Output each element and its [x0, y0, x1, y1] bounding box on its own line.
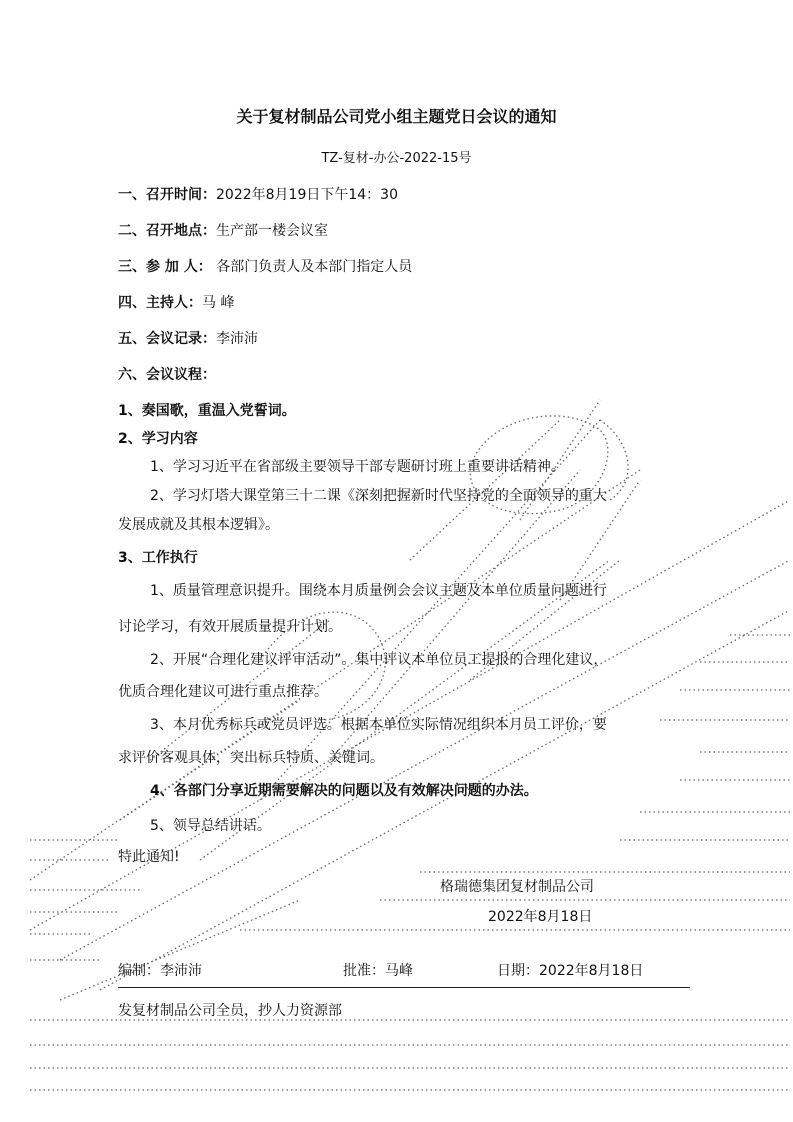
approver-name: 马峰 [385, 963, 413, 979]
editor-label: 编制： [118, 963, 160, 979]
item-value: 各部门负责人及本部门指定人员 [211, 259, 413, 275]
closing-text: 特此通知! [118, 849, 180, 865]
agenda-section-2: 2、学习内容 [118, 431, 198, 447]
footer-rule [118, 987, 690, 988]
editor-name: 李沛沛 [160, 963, 202, 979]
item-value: 李沛沛 [216, 331, 258, 347]
item-meeting-time [118, 186, 398, 204]
item-label: 四、主持人： [118, 295, 202, 311]
item-host [118, 294, 234, 312]
agenda-section-3: 3、工作执行 [118, 550, 198, 566]
agenda-2-2-line1: 2、学习灯塔大课堂第三十二课《深刻把握新时代坚持党的全面领导的重大 [150, 488, 607, 504]
agenda-3-2-line1: 2、开展“合理化建议评审活动”。集中评议本单位员工提报的合理化建议， [150, 652, 608, 668]
approver-label: 批准： [343, 963, 385, 979]
item-value: 马 峰 [202, 295, 235, 311]
item-attendees [118, 258, 412, 276]
agenda-3-3-line1: 3、本月优秀标兵或党员评选。根据本单位实际情况组织本月员工评价，要 [150, 717, 607, 733]
distribution-note: 发复材制品公司全员，抄人力资源部 [118, 1003, 342, 1019]
item-value: 生产部一楼会议室 [216, 223, 328, 239]
item-recorder [118, 330, 258, 348]
agenda-3-2-line2: 优质合理化建议可进行重点推荐。 [118, 684, 328, 700]
agenda-section-5: 5、领导总结讲话。 [150, 818, 271, 834]
issuer-name: 格瑞德集团复材制品公司 [440, 879, 594, 895]
footer-editor [118, 962, 202, 980]
agenda-3-1-line1: 1、质量管理意识提升。围绕本月质量例会会议主题及本单位质量问题进行 [150, 583, 607, 599]
item-meeting-place [118, 222, 328, 240]
date-value: 2022年8月18日 [539, 963, 644, 979]
agenda-section-1: 1、奏国歌，重温入党誓词。 [118, 403, 296, 419]
item-label: 六、会议议程： [118, 367, 216, 383]
item-agenda [118, 366, 216, 384]
agenda-3-1-line2: 讨论学习，有效开展质量提升计划。 [118, 619, 342, 635]
date-label: 日期： [497, 963, 539, 979]
item-value: 2022年8月19日下午14：30 [216, 187, 398, 203]
notice-title: 关于复材制品公司党小组主题党日会议的通知 [236, 107, 557, 126]
footer-approver [343, 962, 413, 980]
agenda-section-4: 4、各部门分享近期需要解决的问题以及有效解决问题的办法。 [150, 783, 538, 799]
agenda-3-3-line2: 求评价客观具体，突出标兵特质、关键词。 [118, 750, 384, 766]
agenda-2-2-line2: 发展成就及其根本逻辑》。 [118, 517, 279, 533]
document-number: TZ-复材-办公-2022-15号 [321, 151, 472, 166]
item-label: 一、召开时间： [118, 187, 216, 203]
item-label: 五、会议记录： [118, 331, 216, 347]
agenda-2-1: 1、学习习近平在省部级主要领导干部专题研讨班上重要讲话精神。 [150, 459, 565, 475]
item-label: 二、召开地点： [118, 223, 216, 239]
footer-date [497, 962, 643, 980]
issue-date: 2022年8月18日 [488, 909, 593, 925]
item-label: 三、参 加 人： [118, 259, 212, 275]
